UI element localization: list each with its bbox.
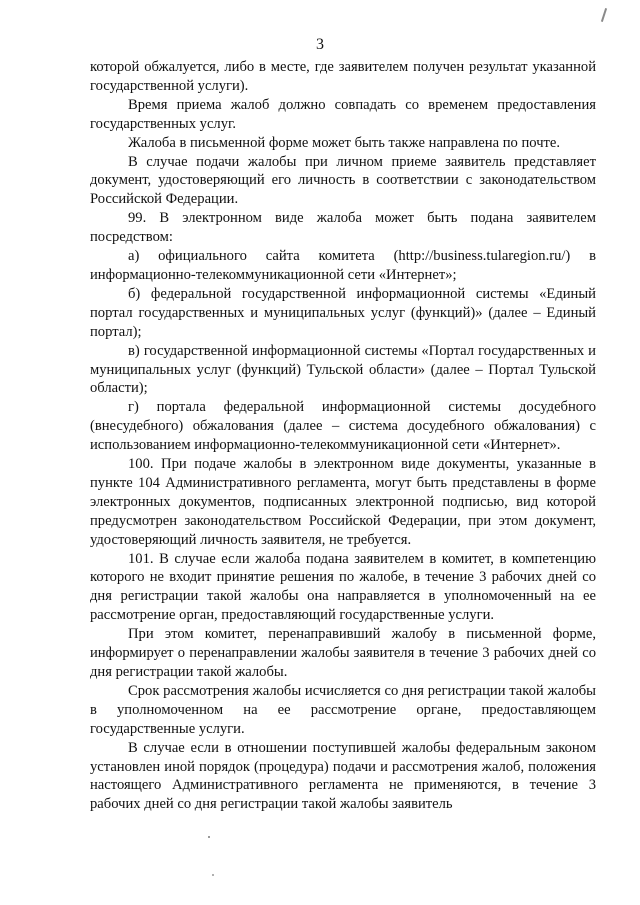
paragraph-99: 99. В электронном виде жалоба может быть подана заявителем посредством:	[90, 210, 596, 246]
list-item-a: а) официального сайта комитета (http://business.tularegion.ru/) в информационно-телекоммуникационной сети «Интернет»;	[90, 248, 596, 283]
list-item-b: б) федеральной государственной информационной системы «Единый портал государственных и муниципальных услуг (функций)» (далее – Единый портал);	[90, 285, 596, 340]
scan-mark	[601, 8, 607, 22]
paragraph-continuation: которой обжалуется, либо в месте, где заявителем получен результат указанной государственной услуги).	[90, 59, 596, 94]
paragraph-federal-law: В случае если в отношении поступившей жалобы федеральным законом установлен иной порядок (процедура) подачи и рассмотрения жалоб, положения настоящего Административного регламента не применяются, в течение 3 рабочих дней со дня регистрации такой жалобы заявитель	[90, 739, 596, 813]
paragraph-personal-reception: В случае подачи жалобы при личном приеме заявитель представляет документ, удостоверяющий его личность в соответствии с законодательством Российской Федерации.	[90, 153, 596, 208]
page-number: 3	[316, 36, 324, 53]
list-item-v: в) государственной информационной системы «Портал государственных и муниципальных услуг (функций) Тульской области» (далее – Портал Тульской области);	[90, 342, 596, 397]
paragraph-review-period: Срок рассмотрения жалобы исчисляется со дня регистрации такой жалобы в уполномоченном на ее рассмотрение органе, предоставляющем государственные услуги.	[90, 682, 596, 737]
scan-speck	[212, 874, 214, 876]
paragraph-redirect: При этом комитет, перенаправивший жалобу в письменной форме, информирует о перенаправлении жалобы заявителя в течение 3 рабочих дней со дня регистрации такой жалобы.	[90, 626, 596, 680]
scan-speck	[208, 836, 210, 838]
paragraph-reception-time: Время приема жалоб должно совпадать со временем предоставления государственных услуг.	[90, 96, 596, 132]
paragraph-100: 100. При подаче жалобы в электронном виде документы, указанные в пункте 104 Административного регламента, могут быть представлены в форме электронных документов, подписанных электронной подписью, вид которой предусмотрен законодательством Российской Федерации, при этом документ, удостоверяющий личность заявителя, не требуется.	[90, 456, 596, 548]
document-body	[90, 58, 596, 814]
paragraph-101: 101. В случае если жалоба подана заявителем в комитет, в компетенцию которого не входит принятие решения по жалобе, в течение 3 рабочих дней со дня регистрации такой жалобы она направляется в уполномоченный на ее рассмотрение орган, предоставляющий государственные услуги.	[90, 550, 596, 624]
paragraph-mail: Жалоба в письменной форме может быть также направлена по почте.	[128, 134, 561, 151]
list-item-g: г) портала федеральной информационной системы досудебного (внесудебного) обжалования (далее – система досудебного обжалования) с использованием информационно-телекоммуникационной сети «Интернет».	[90, 399, 596, 454]
